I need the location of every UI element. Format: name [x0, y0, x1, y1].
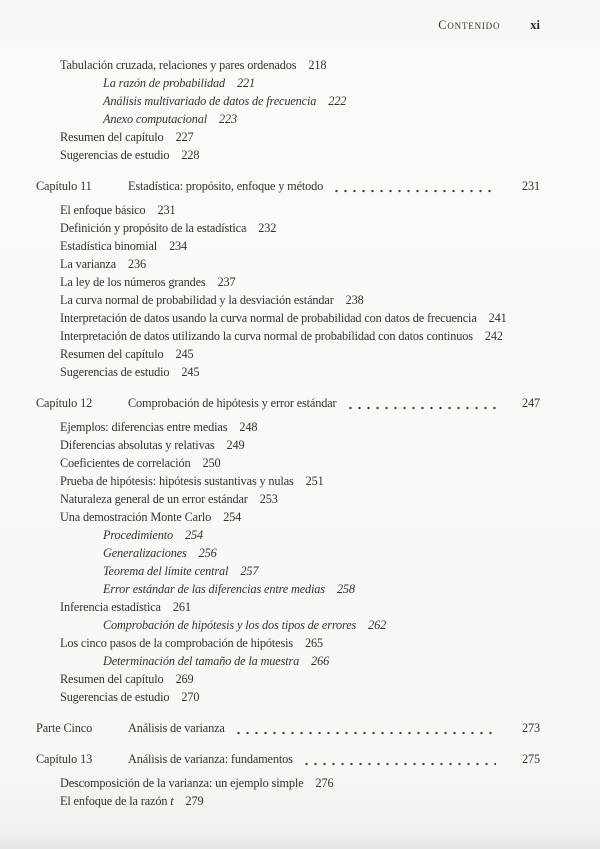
dot-leader — [302, 762, 496, 766]
entry-page-number: 221 — [237, 76, 255, 90]
heading-title: Análisis de varianza — [128, 721, 225, 735]
entry-page-number: 234 — [169, 239, 188, 253]
entry-text: Inferencia estadística — [60, 600, 161, 614]
entry-text: Resumen del capítulo — [60, 347, 164, 361]
entry-text: Resumen del capítulo — [60, 130, 164, 144]
toc-entry — [36, 472, 540, 490]
entry-page-number: 228 — [181, 148, 200, 162]
toc-entry — [36, 92, 540, 110]
toc-entry — [36, 255, 540, 273]
heading-label: Capítulo 13 — [36, 752, 93, 766]
toc-entry — [36, 634, 540, 652]
entry-text: Sugerencias de estudio — [60, 365, 170, 379]
entry-page-number: 250 — [202, 456, 221, 470]
entry-page-number: 248 — [239, 420, 258, 434]
heading-title: Comprobación de hipótesis y error estándar — [128, 396, 337, 410]
toc-entry — [36, 454, 540, 472]
entry-page-number: 262 — [368, 618, 387, 632]
toc-entry — [36, 110, 540, 128]
entry-page-number: 245 — [175, 347, 194, 361]
entry-page-number: 251 — [305, 474, 324, 488]
entry-page-number: 238 — [345, 293, 364, 307]
toc-heading — [36, 719, 540, 737]
entry-page-number: 254 — [223, 510, 242, 524]
entry-text: Comprobación de hipótesis y los dos tipos de errores — [103, 618, 357, 632]
entry-text: Anexo computacional — [103, 112, 208, 126]
toc-entry — [36, 792, 540, 810]
page-header — [36, 18, 540, 34]
entry-page-number: 232 — [258, 221, 277, 235]
toc-list — [36, 56, 540, 810]
entry-text: Determinación del tamaño de la muestra — [103, 654, 300, 668]
entry-page-number: 270 — [181, 690, 200, 704]
entry-text: Definición y propósito de la estadística — [60, 221, 247, 235]
entry-page-number: 269 — [175, 672, 194, 686]
toc-heading — [36, 750, 540, 768]
entry-text: La ley de los números grandes — [60, 275, 206, 289]
entry-text: Una demostración Monte Carlo — [60, 510, 212, 524]
heading-label: Capítulo 11 — [36, 179, 92, 193]
folio-page-number: xi — [530, 18, 540, 32]
heading-title: Análisis de varianza: fundamentos — [128, 752, 293, 766]
toc-entry — [36, 616, 540, 634]
dot-leader — [332, 189, 496, 193]
heading-page-number: 273 — [522, 721, 540, 735]
heading-page-number: 247 — [522, 396, 540, 410]
entry-page-number: 222 — [328, 94, 347, 108]
toc-entry — [36, 580, 540, 598]
entry-page-number: 249 — [226, 438, 245, 452]
entry-page-number: 266 — [311, 654, 330, 668]
entry-page-number: 253 — [259, 492, 278, 506]
entry-text: Generalizaciones — [103, 546, 187, 560]
toc-entry — [36, 291, 540, 309]
entry-text: Sugerencias de estudio — [60, 148, 170, 162]
entry-text: Análisis multivariado de datos de frecuencia — [103, 94, 317, 108]
toc-entry — [36, 56, 540, 74]
toc-entry — [36, 562, 540, 580]
entry-page-number: 242 — [484, 329, 503, 343]
entry-page-number: 227 — [175, 130, 194, 144]
toc-entry — [36, 74, 540, 92]
entry-page-number: 265 — [305, 636, 324, 650]
entry-text: Interpretación de datos usando la curva normal de probabilidad con datos de frecuencia — [60, 311, 477, 325]
entry-page-number: 257 — [240, 564, 259, 578]
toc-entry — [36, 508, 540, 526]
running-head: Contenido — [438, 18, 501, 32]
entry-text: Los cinco pasos de la comprobación de hipótesis — [60, 636, 294, 650]
toc-entry — [36, 774, 540, 792]
toc-entry — [36, 598, 540, 616]
toc-entry — [36, 544, 540, 562]
entry-page-number: 279 — [185, 794, 204, 808]
entry-page-number: 236 — [128, 257, 147, 271]
entry-text: Interpretación de datos utilizando la curva normal de probabilidad con datos continuos — [60, 329, 473, 343]
heading-title: Estadística: propósito, enfoque y método — [128, 179, 324, 193]
entry-text: El enfoque básico — [60, 203, 146, 217]
toc-entry — [36, 201, 540, 219]
entry-text: Resumen del capítulo — [60, 672, 164, 686]
entry-text: Procedimiento — [103, 528, 173, 542]
entry-text: Descomposición de la varianza: un ejemplo simple — [60, 776, 304, 790]
entry-text: Coeficientes de correlación — [60, 456, 191, 470]
entry-text: La varianza — [60, 257, 117, 271]
entry-page-number: 218 — [308, 58, 327, 72]
entry-text: Estadística binomial — [60, 239, 158, 253]
toc-entry — [36, 327, 540, 345]
toc-entry — [36, 146, 540, 164]
toc-entry — [36, 418, 540, 436]
toc-entry — [36, 309, 540, 327]
heading-page-number: 275 — [522, 752, 540, 766]
entry-text: Error estándar de las diferencias entre medias — [103, 582, 325, 596]
heading-label: Capítulo 12 — [36, 396, 93, 410]
toc-entry — [36, 670, 540, 688]
entry-text-italic-tail: t — [170, 794, 174, 808]
toc-entry — [36, 345, 540, 363]
entry-page-number: 237 — [217, 275, 236, 289]
entry-page-number: 231 — [157, 203, 176, 217]
entry-text: El enfoque de la razón — [60, 794, 168, 808]
toc-entry — [36, 273, 540, 291]
toc-entry — [36, 688, 540, 706]
toc-heading — [36, 394, 540, 412]
dot-leader — [234, 731, 496, 735]
toc-entry — [36, 219, 540, 237]
heading-page-number: 231 — [522, 179, 540, 193]
toc-entry — [36, 652, 540, 670]
entry-text: Teorema del límite central — [103, 564, 229, 578]
entry-page-number: 245 — [181, 365, 200, 379]
toc-heading — [36, 177, 540, 195]
dot-leader — [346, 406, 497, 410]
entry-text: La curva normal de probabilidad y la desviación estándar — [60, 293, 334, 307]
toc-entry — [36, 363, 540, 381]
entry-text: Ejemplos: diferencias entre medias — [60, 420, 228, 434]
entry-page-number: 223 — [219, 112, 238, 126]
entry-page-number: 276 — [315, 776, 334, 790]
heading-label: Parte Cinco — [36, 721, 93, 735]
toc-entry — [36, 128, 540, 146]
entry-text: Prueba de hipótesis: hipótesis sustantivas y nulas — [60, 474, 294, 488]
toc-entry — [36, 436, 540, 454]
entry-text: La razón de probabilidad — [103, 76, 225, 90]
entry-text: Naturaleza general de un error estándar — [60, 492, 248, 506]
toc-entry — [36, 237, 540, 255]
entry-text: Diferencias absolutas y relativas — [60, 438, 215, 452]
entry-page-number: 241 — [488, 311, 507, 325]
entry-text: Tabulación cruzada, relaciones y pares ordenados — [60, 58, 297, 72]
entry-page-number: 256 — [198, 546, 217, 560]
entry-text: Sugerencias de estudio — [60, 690, 170, 704]
entry-page-number: 254 — [185, 528, 203, 542]
toc-entry — [36, 490, 540, 508]
entry-page-number: 258 — [336, 582, 355, 596]
entry-page-number: 261 — [172, 600, 191, 614]
toc-entry — [36, 526, 540, 544]
